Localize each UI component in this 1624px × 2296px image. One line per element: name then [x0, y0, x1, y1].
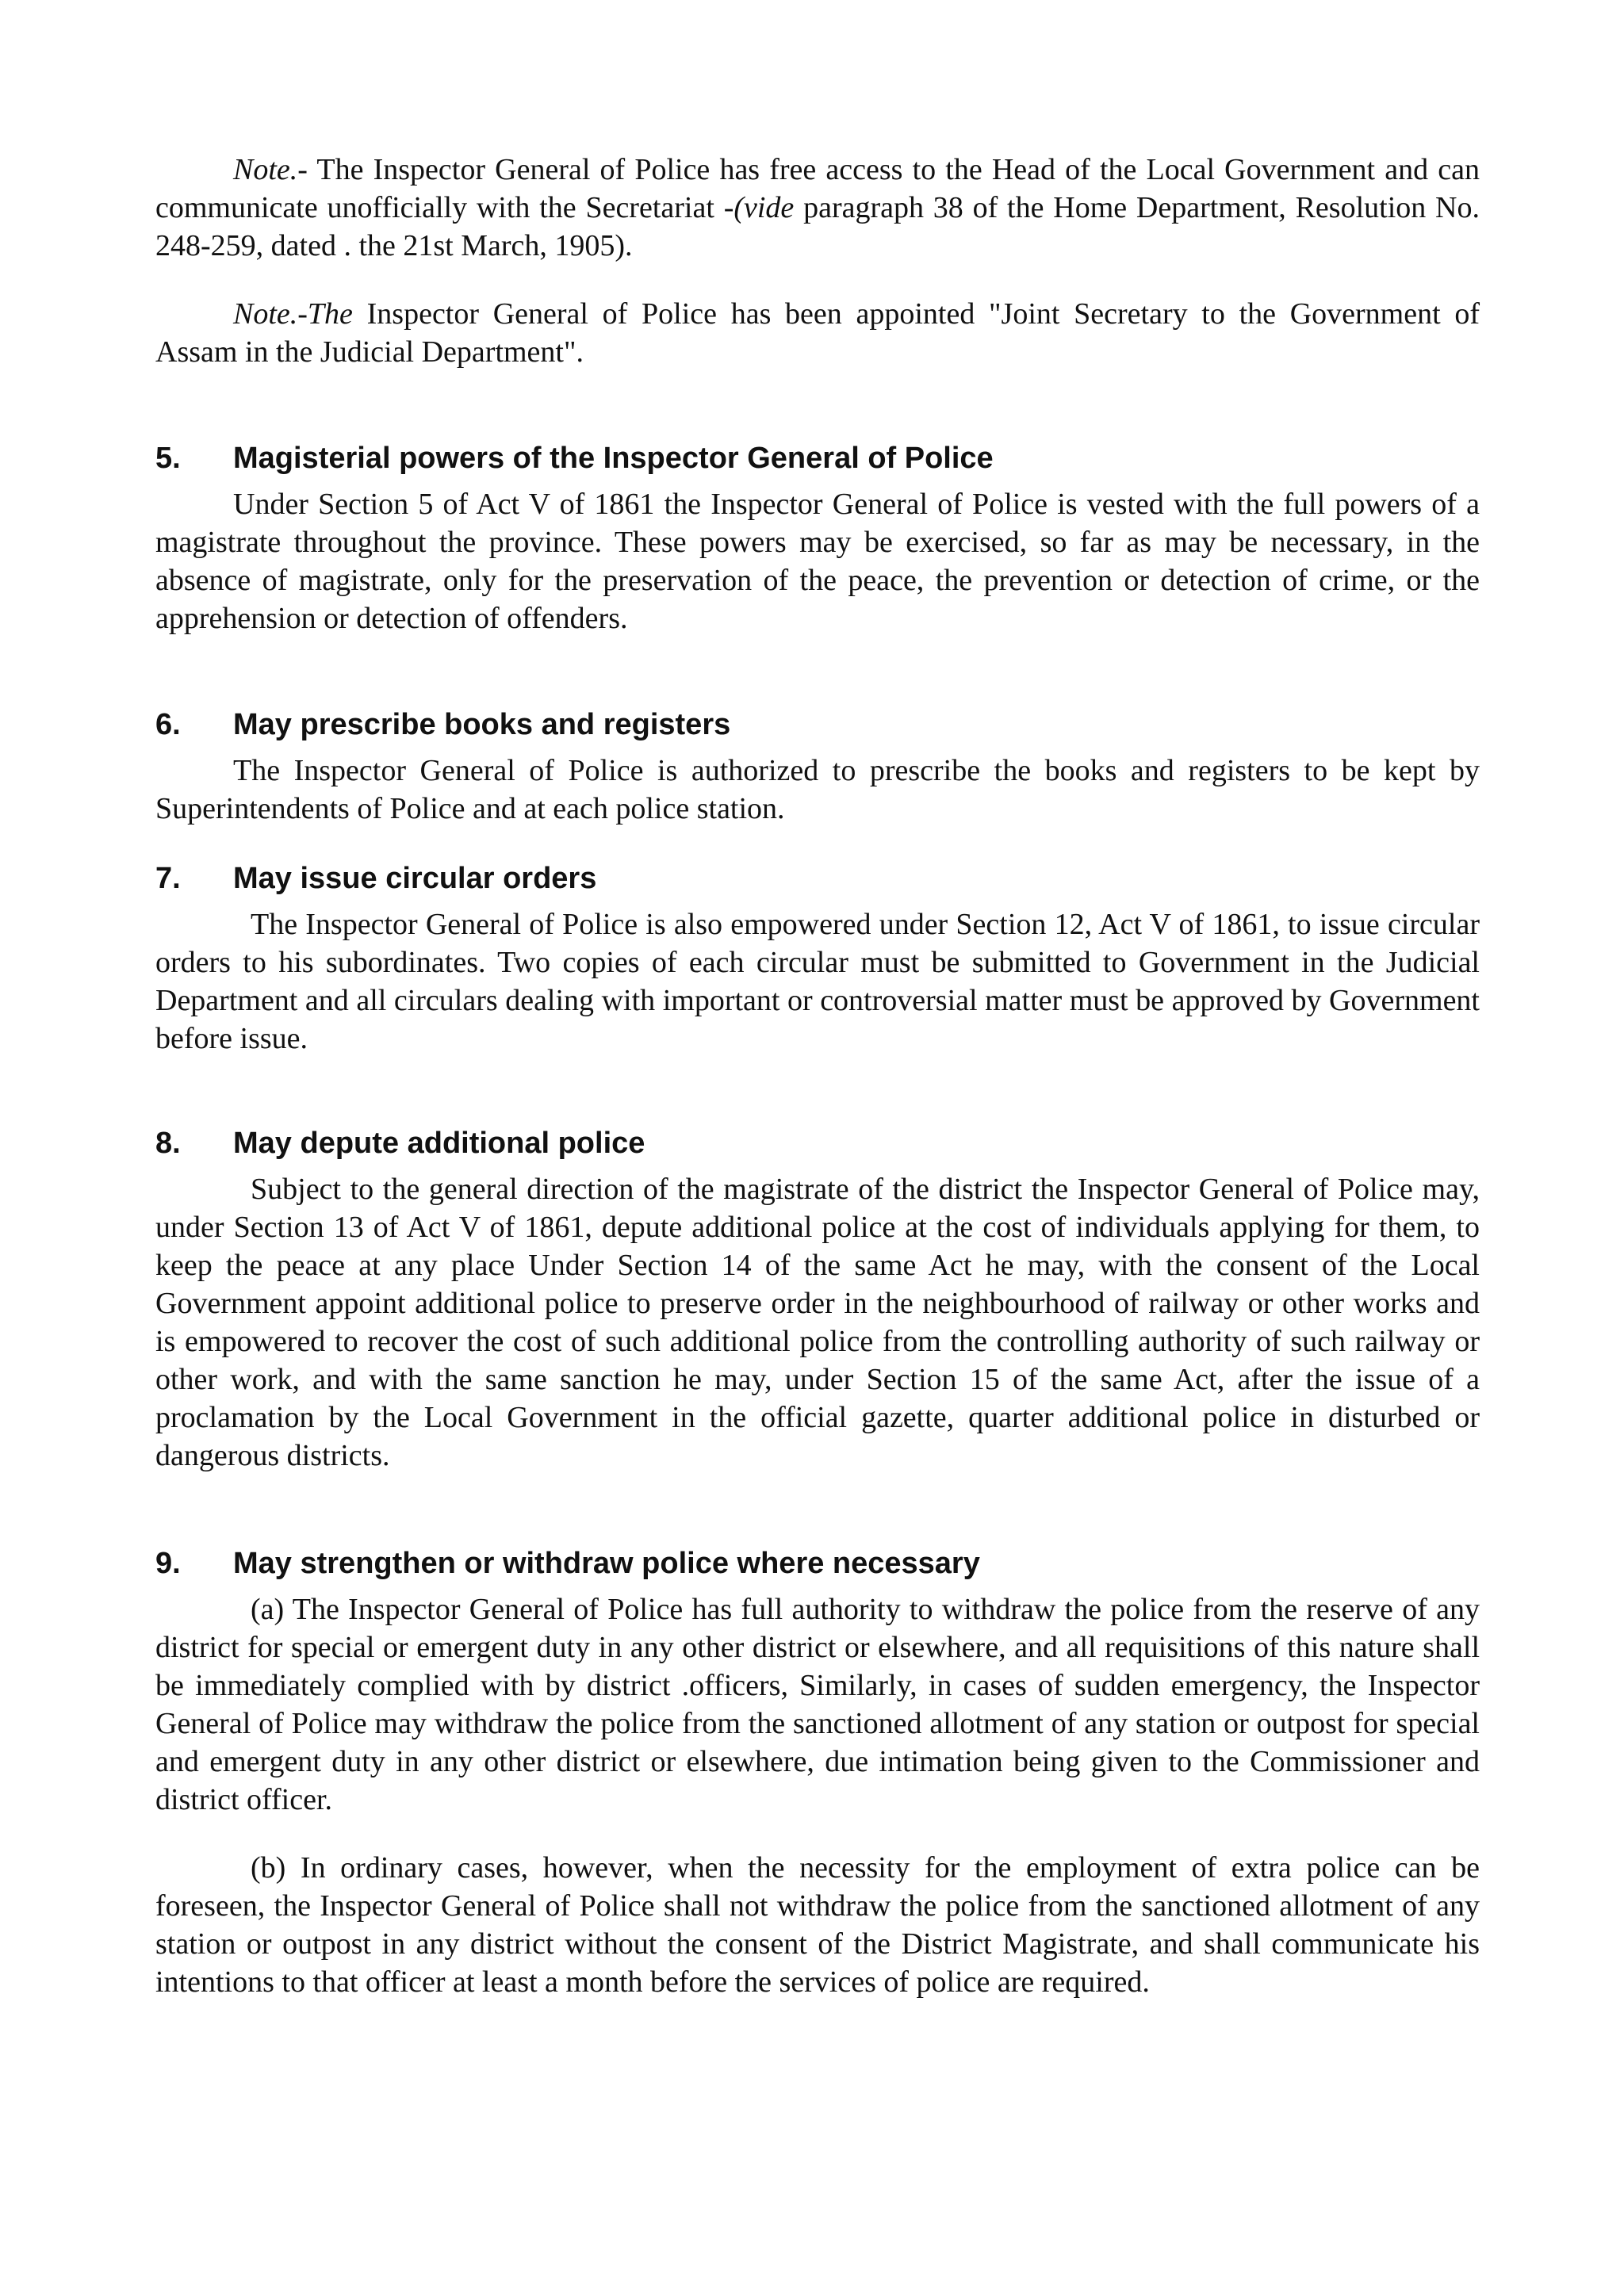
section-title: May strengthen or withdraw police where necessary	[233, 1547, 980, 1580]
note-1	[155, 151, 1480, 265]
note-text: The Inspector General of Police has free access to the Head of the Local Government and can communicate unofficially with the Secretariat	[155, 153, 1480, 224]
section-title: May prescribe books and registers	[233, 708, 731, 741]
note-italic-vide: -(vide	[723, 191, 795, 224]
section-9-paragraph-a: (a) The Inspector General of Police has full authority to withdraw the police from the reserve of any district for special or emergent duty in any other district or elsewhere, and all requisitions of this nature shall be immediately complied with by district .officers, Similarly, in cases of sudden emergency, the Inspector General of Police may withdraw the police from the sanctioned allotment of any station or outpost for special and emergent duty in any other district or elsewhere, due intimation being given to the Commissioner and district officer.	[155, 1593, 1480, 1816]
section-5-heading	[155, 439, 1480, 477]
section-number: 8.	[155, 1127, 181, 1160]
section-number: 7.	[155, 862, 181, 895]
section-number: 9.	[155, 1547, 181, 1580]
section-5-paragraph: Under Section 5 of Act V of 1861 the Inspector General of Police is vested with the full powers of a magistrate throughout the province. These powers may be exercised, so far as may be necessary, in the absence of magistrate, only for the preservation of the peace, the prevention or detection of crime, or the apprehension or detection of offenders.	[155, 488, 1480, 635]
section-6-paragraph: The Inspector General of Police is authorized to prescribe the books and registers to be kept by Superintendents of Police and at each police station.	[155, 754, 1480, 825]
section-9-paragraph-b: (b) In ordinary cases, however, when the necessity for the employment of extra police can be foreseen, the Inspector General of Police shall not withdraw the police from the sanctioned allotment of any station or outpost in any district without the consent of the District Magistrate, and shall communicate his intentions to that officer at least a month before the services of police are required.	[155, 1851, 1480, 1999]
section-6-heading	[155, 706, 1480, 744]
note-text: paragraph 38 of the Home Department, Resolution No. 248-259, dated . the 21st March, 1905).	[155, 191, 1480, 262]
section-9-heading	[155, 1544, 1480, 1582]
section-number: 6.	[155, 708, 181, 741]
section-8-paragraph: Subject to the general direction of the magistrate of the district the Inspector General of Police may, under Section 13 of Act V of 1861, depute additional police at the cost of individuals applying for them, to keep the peace at any place Under Section 14 of the same Act he may, with the consent of the Local Government appoint additional police to preserve order in the neighbourhood of railway or other works and is empowered to recover the cost of such additional police from the controlling authority of such railway or other work, and with the same sanction he may, under Section 15 of the same Act, after the issue of a proclamation by the Local Government in the official gazette, quarter additional police in disturbed or dangerous districts.	[155, 1173, 1480, 1472]
section-title: May depute additional police	[233, 1127, 645, 1160]
section-7-paragraph: The Inspector General of Police is also empowered under Section 12, Act V of 1861, to issue circular orders to his subordinates. Two copies of each circular must be submitted to Government in the Judicial Department and all circulars dealing with important or controversial matter must be approved by Government before issue.	[155, 908, 1480, 1055]
note-2	[155, 295, 1480, 371]
section-8-heading	[155, 1124, 1480, 1162]
note-label: Note.-The	[233, 297, 353, 331]
section-number: 5.	[155, 442, 181, 475]
note-label: Note.-	[233, 153, 308, 186]
section-title: May issue circular orders	[233, 862, 597, 895]
section-title: Magisterial powers of the Inspector General of Police	[233, 442, 994, 475]
document-page	[155, 151, 1480, 2001]
note-text: Inspector General of Police has been appointed "Joint Secretary to the Government of Assam in the Judicial Department".	[155, 297, 1480, 369]
section-7-heading	[155, 859, 1480, 897]
